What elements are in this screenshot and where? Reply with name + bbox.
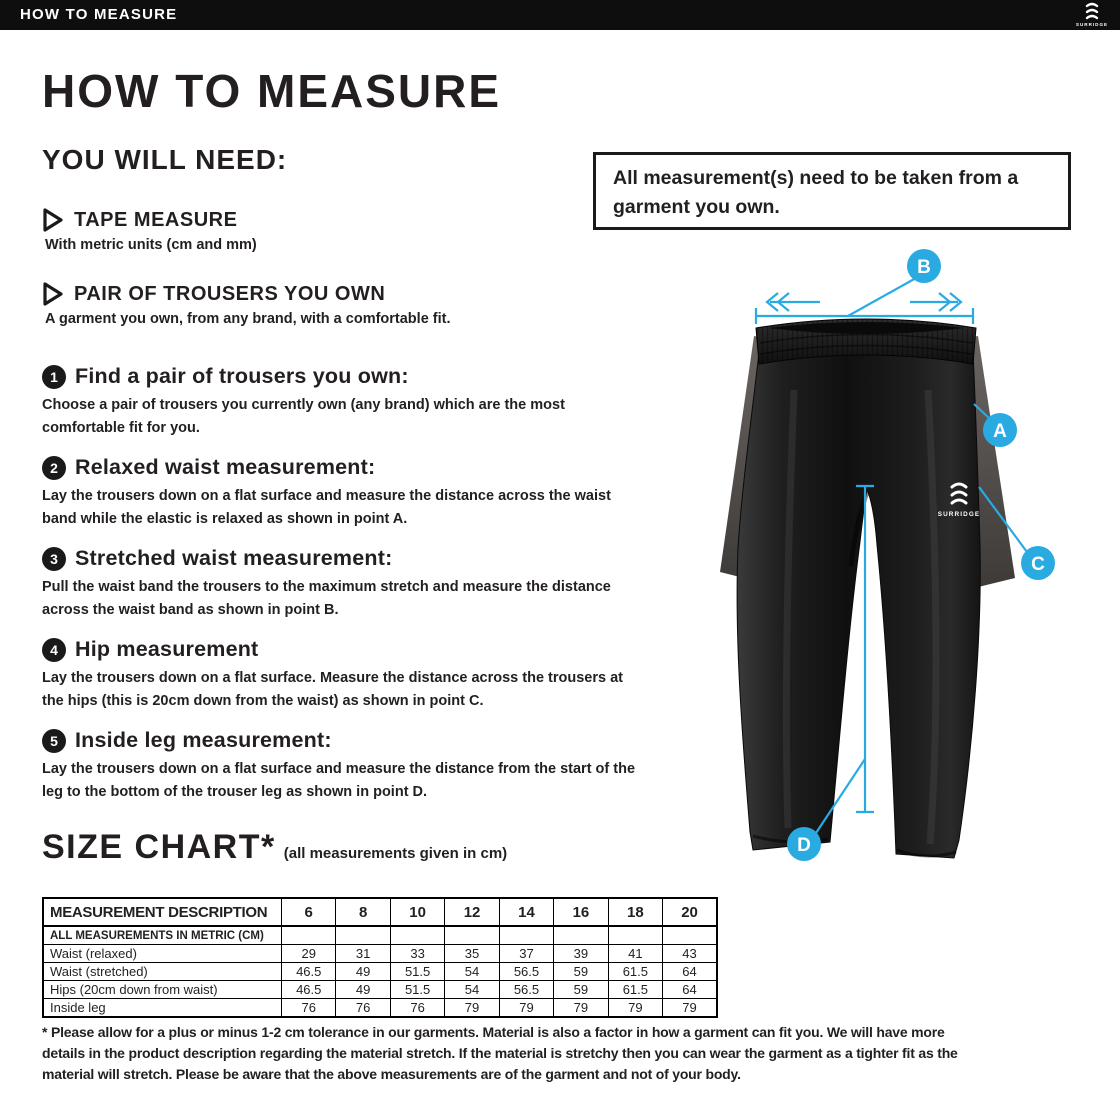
size-column-header: 20: [663, 898, 717, 926]
step-2: [42, 455, 657, 530]
size-column-header: 16: [554, 898, 608, 926]
need-item-description: A garment you own, from any brand, with a comfortable fit.: [45, 311, 451, 327]
measurement-value-cell: 79: [499, 999, 553, 1018]
measurement-value-cell: 56.5: [499, 963, 553, 981]
size-chart-row: [43, 999, 717, 1018]
size-column-header: 18: [608, 898, 662, 926]
measurement-label-cell: Waist (relaxed): [43, 945, 282, 963]
size-chart-heading: [42, 828, 507, 867]
need-item-trousers: [42, 282, 602, 327]
measurement-value-cell: 46.5: [282, 981, 336, 999]
metric-note-row: [43, 926, 717, 945]
empty-cell: [499, 926, 553, 945]
step-description: Lay the trousers down on a flat surface. Measure the distance across the trousers at the hips (this is 20cm down from the waist) as shown in point C.: [42, 670, 623, 709]
size-chart-row: [43, 963, 717, 981]
measurement-value-cell: 29: [282, 945, 336, 963]
need-item-title: PAIR OF TROUSERS YOU OWN: [74, 282, 386, 305]
step-5: [42, 728, 657, 803]
measurement-value-cell: 79: [608, 999, 662, 1018]
measurement-value-cell: 51.5: [390, 981, 444, 999]
step-3: [42, 546, 657, 621]
size-chart-title: SIZE CHART*: [42, 828, 276, 866]
description-column-header: MEASUREMENT DESCRIPTION: [43, 898, 282, 926]
measurement-label-cell: Inside leg: [43, 999, 282, 1018]
step-description: Choose a pair of trousers you currently own (any brand) which are the most comfortable fit for you.: [42, 397, 565, 436]
triangle-bullet-icon: [42, 208, 64, 232]
measurement-value-cell: 54: [445, 981, 499, 999]
measurement-value-cell: 33: [390, 945, 444, 963]
top-bar-title: HOW TO MEASURE: [20, 6, 178, 23]
measurement-value-cell: 46.5: [282, 963, 336, 981]
measurement-value-cell: 49: [336, 981, 390, 999]
size-chart-row: [43, 981, 717, 999]
measurement-value-cell: 76: [390, 999, 444, 1018]
measurement-label-cell: Hips (20cm down from waist): [43, 981, 282, 999]
step-title: Stretched waist measurement:: [75, 546, 393, 570]
surridge-logo-icon: [1072, 1, 1112, 34]
measurement-value-cell: 51.5: [390, 963, 444, 981]
measurement-value-cell: 79: [445, 999, 499, 1018]
size-column-header: 10: [390, 898, 444, 926]
top-bar: [0, 0, 1120, 30]
size-chart-subtitle: (all measurements given in cm): [283, 845, 508, 862]
footer-disclaimer: * Please allow for a plus or minus 1-2 cm tolerance in our garments. Material is also a factor in how a garment can fit you. We will have more details in the product description regarding the material stretch. If the material is stretchy then you can wear the garment as a tighter fit as the material will stretch. Please be aware that the above measurements are of the garment and not of your body.: [42, 1024, 958, 1082]
empty-cell: [282, 926, 336, 945]
marker-B: [907, 249, 941, 283]
size-chart-body: [43, 926, 717, 1017]
step-4: [42, 637, 657, 712]
size-chart-row: [43, 945, 717, 963]
size-column-header: 12: [445, 898, 499, 926]
step-number-badge: 5: [42, 729, 66, 753]
svg-text:A: A: [993, 421, 1007, 442]
empty-cell: [554, 926, 608, 945]
empty-cell: [336, 926, 390, 945]
step-title: Inside leg measurement:: [75, 728, 332, 752]
empty-cell: [445, 926, 499, 945]
measurement-value-cell: 59: [554, 963, 608, 981]
note-box: All measurement(s) need to be taken from a garment you own.: [593, 152, 1071, 230]
measurement-value-cell: 43: [663, 945, 717, 963]
step-1: [42, 364, 657, 439]
measurement-value-cell: 76: [282, 999, 336, 1018]
measurement-label-cell: Waist (stretched): [43, 963, 282, 981]
size-column-header: 14: [499, 898, 553, 926]
measurement-value-cell: 49: [336, 963, 390, 981]
page-title: HOW TO MEASURE: [42, 65, 502, 117]
measurement-value-cell: 76: [336, 999, 390, 1018]
svg-text:B: B: [917, 257, 931, 278]
measurement-value-cell: 37: [499, 945, 553, 963]
measurement-value-cell: 79: [663, 999, 717, 1018]
empty-cell: [663, 926, 717, 945]
trousers-image: [737, 319, 980, 858]
measurement-value-cell: 59: [554, 981, 608, 999]
step-number-badge: 1: [42, 365, 66, 389]
measurement-value-cell: 64: [663, 963, 717, 981]
step-description: Lay the trousers down on a flat surface and measure the distance from the start of the leg to the bottom of the trouser leg as shown in point D.: [42, 761, 636, 800]
measurement-value-cell: 56.5: [499, 981, 553, 999]
need-item-description: With metric units (cm and mm): [45, 237, 257, 253]
measurement-value-cell: 79: [554, 999, 608, 1018]
empty-cell: [608, 926, 662, 945]
size-chart-table: [42, 897, 718, 1018]
measurement-value-cell: 41: [608, 945, 662, 963]
step-title: Hip measurement: [75, 637, 259, 661]
measurement-value-cell: 61.5: [608, 981, 662, 999]
size-chart-header-row: [43, 898, 717, 926]
need-item-tape-measure: [42, 208, 602, 253]
marker-C: [1021, 546, 1055, 580]
step-description: Lay the trousers down on a flat surface and measure the distance across the waist band while the elastic is relaxed as shown in point A.: [42, 488, 611, 527]
step-description: Pull the waist band the trousers to the maximum stretch and measure the distance across the waist band as shown in point B.: [42, 579, 611, 618]
garment-logo-text: SURRIDGE: [937, 511, 981, 518]
empty-cell: [390, 926, 444, 945]
svg-text:C: C: [1031, 554, 1045, 575]
size-column-header: 6: [282, 898, 336, 926]
step-number-badge: 4: [42, 638, 66, 662]
marker-D: [787, 827, 821, 861]
you-will-need-heading: YOU WILL NEED:: [42, 144, 288, 175]
marker-A: [983, 413, 1017, 447]
triangle-bullet-icon: [42, 282, 64, 306]
svg-text:D: D: [797, 835, 811, 856]
size-column-header: 8: [336, 898, 390, 926]
measurement-value-cell: 39: [554, 945, 608, 963]
step-number-badge: 2: [42, 456, 66, 480]
measurement-value-cell: 54: [445, 963, 499, 981]
measurement-value-cell: 31: [336, 945, 390, 963]
measurement-value-cell: 61.5: [608, 963, 662, 981]
trousers-measurement-diagram: [690, 240, 1080, 880]
need-item-title: TAPE MEASURE: [74, 208, 238, 231]
top-bar-brand-text: SURRIDGE: [1075, 22, 1109, 27]
step-title: Relaxed waist measurement:: [75, 455, 376, 479]
step-title: Find a pair of trousers you own:: [75, 364, 409, 388]
measurement-value-cell: 64: [663, 981, 717, 999]
step-number-badge: 3: [42, 547, 66, 571]
measurement-value-cell: 35: [445, 945, 499, 963]
metric-note-cell: ALL MEASUREMENTS IN METRIC (CM): [43, 926, 282, 945]
